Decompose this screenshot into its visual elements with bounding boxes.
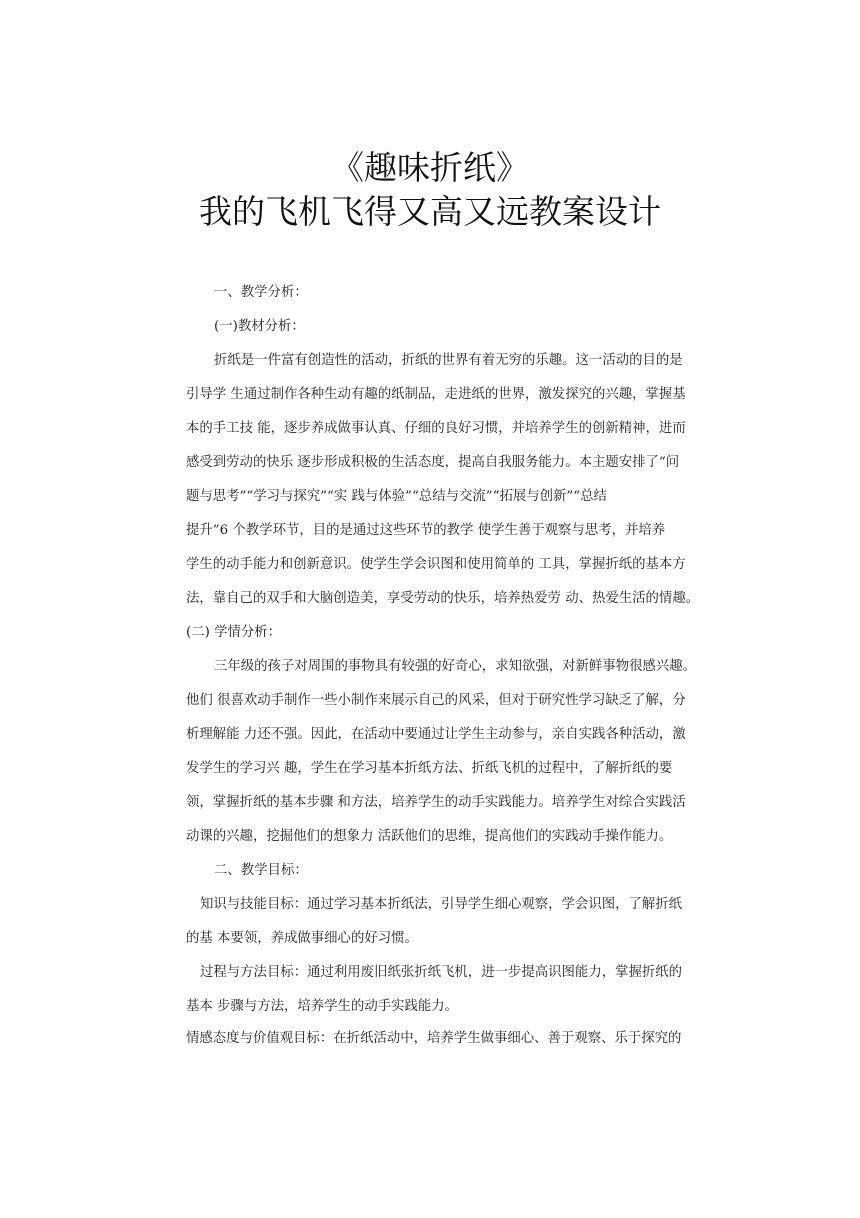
subheading-material-analysis: (一)教材分析： — [214, 319, 305, 334]
paragraph-line: 学生的动手能力和创新意识。使学生学会识图和使用简单的 工具，掌握折纸的基本方 — [186, 557, 686, 572]
paragraph-line: 发学生的学习兴 趣，学生在学习基本折纸方法、折纸飞机的过程中，了解折纸的要 — [186, 761, 673, 776]
paragraph-line: 情感态度与价值观目标：在折纸活动中，培养学生做事细心、善于观察、乐于探究的 — [186, 1031, 682, 1046]
paragraph-line: 法，靠自己的双手和大脑创造美，享受劳动的快乐，培养热爱劳 动、热爱生活的情趣。 — [186, 591, 700, 606]
paragraph-line: 感受到劳动的快乐 逐步形成积极的生活态度，提高自我服务能力。本主题安排了“问 — [186, 455, 680, 470]
paragraph-line: 提升”6 个教学环节，目的是通过这些环节的教学 使学生善于观察与思考，并培养 — [186, 523, 666, 538]
title-line-1: 《趣味折纸》 — [331, 148, 529, 187]
paragraph-line: 题与思考”“学习与探究”“实 践与体验”“总结与交流”“拓展与创新”“总结 — [186, 489, 607, 504]
paragraph-line: 本的手工技 能，逐步养成做事认真、仔细的良好习惯，并培养学生的创新精神，进而 — [186, 421, 686, 436]
paragraph-line: 折纸是一件富有创造性的活动，折纸的世界有着无穷的乐趣。这一活动的目的是 — [214, 353, 683, 368]
section-heading-teaching-analysis: 一、教学分析： — [214, 285, 308, 300]
paragraph-line: 三年级的孩子对周围的事物具有较强的好奇心，求知欲强，对新鲜事物很感兴趣。 — [214, 659, 697, 674]
paragraph-line: 析理解能 力还不强。因此，在活动中要通过让学生主动参与，亲自实践各种活动，激 — [186, 727, 686, 742]
paragraph-line: 动课的兴趣，挖掘他们的想象力 活跃他们的思维，提高他们的实践动手操作能力。 — [186, 829, 673, 844]
paragraph-line: 知识与技能目标：通过学习基本折纸法，引导学生细心观察，学会识图，了解折纸 — [200, 897, 683, 912]
paragraph-line: 他们 很喜欢动手制作一些小制作来展示自己的风采，但对于研究性学习缺乏了解，分 — [186, 693, 686, 708]
section-heading-teaching-goals: 二、教学目标： — [214, 863, 308, 878]
paragraph-line: 过程与方法目标：通过利用废旧纸张折纸飞机，进一步提高识图能力，掌握折纸的 — [200, 965, 683, 980]
paragraph-line: 引导学 生通过制作各种生动有趣的纸制品，走进纸的世界，激发探究的兴趣，掌握基 — [186, 387, 686, 402]
paragraph-line: 领，掌握折纸的基本步骤 和方法，培养学生的动手实践能力。培养学生对综合实践活 — [186, 795, 686, 810]
paragraph-line: 基本 步骤与方法，培养学生的动手实践能力。 — [186, 999, 459, 1014]
subheading-student-analysis: (二) 学情分析： — [186, 625, 282, 640]
paragraph-line: 的基 本要领，养成做事细心的好习惯。 — [186, 931, 418, 946]
title-line-2: 我的飞机飞得又高又远教案设计 — [199, 192, 661, 231]
